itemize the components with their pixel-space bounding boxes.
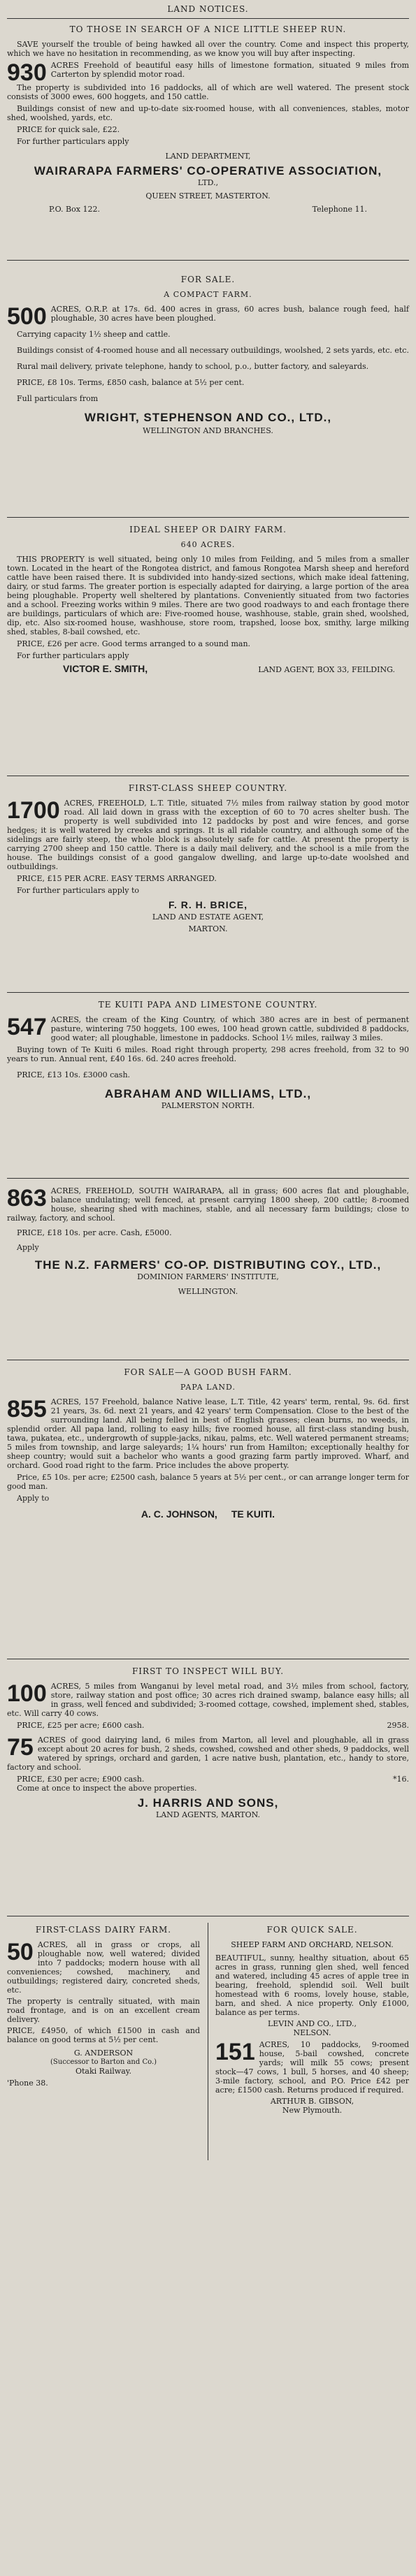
- ad-te-kuiti: [7, 1000, 409, 1168]
- ad-body: THIS PROPERTY is well situated, being only 10 miles from Feilding, and 5 miles from a smaller town. Located in the heart of the Rongotea district, and famous Rongotea Marsh sheep and hereford cattle have been raised there. It is subdivided into handy-sized sections, which make ideal fattening, dairy, or stud farms. The greater portion is especially adapted for dairying, a large portion of the area being ploughable. Property well sheltered by plantations. Conveniently situated from two factories and a school. Freezing works within 9 miles. There are two good roadways to and each frontage there are buildings, particulars of which are: Five-roomed house, washhouse, stable, grain shed, woolshed, dip, etc. Also six-roomed house, washhouse, store room, trapshed, loose box, smithy, large milking shed, stables, 8-bail cowshed, etc.: [7, 555, 409, 636]
- ad-agent: LAND AGENT, BOX 33, FEILDING.: [258, 665, 395, 674]
- ad-phone: Telephone 11.: [312, 205, 367, 214]
- ad-sheep-country: [7, 784, 409, 987]
- ad-firm: ARTHUR B. GIBSON,: [270, 2097, 354, 2106]
- ad-firm: WRIGHT, STEPHENSON AND CO., LTD.,: [84, 411, 332, 424]
- acreage-number: 863: [7, 1185, 47, 1211]
- acreage-number: 500: [7, 303, 47, 330]
- ad-phone: 'Phone 38.: [7, 2079, 48, 2088]
- ad-town: TE KUITI.: [231, 1508, 275, 1520]
- ad-body: 855 ACRES, 157 Freehold, balance Native lease, L.T. Title, 42 years' term, rental, 9s. 6d. first 21 years, 3s. 6d. next 21 years, and 42 years' term Compensation. Close to the best of the surrounding land. All being felled in best of English grasses; clean burns, no weeds, in splendid order. All papa land, rolling to easy hills; five roomed house, all first-class standing bush, tawa, pukatea, etc., undergrowth of supple-jacks, nikau, palms, etc. Well watered permanent streams; 5 miles from township, and large saleyards; 1¼ hours' run from Hamilton; exceptionally healthy for sheep country; would suit a bachelor who wants a good grazing farm partly improved. Wharf, and orchard. Good road right to the farm. Price includes the above property.: [7, 1396, 409, 1470]
- ad-apply: Apply to: [17, 1494, 50, 1503]
- ad-firm: J. HARRIS AND SONS,: [137, 1796, 279, 1810]
- ad-dept: LAND DEPARTMENT,: [165, 152, 251, 161]
- ad-title: FIRST-CLASS SHEEP COUNTRY.: [128, 783, 288, 793]
- ad-bush-farm: [7, 1368, 409, 1654]
- ad-body: 500 ACRES, O.R.P. at 17s. 6d. 400 acres in grass, 60 acres bush, balance rough feed, half ploughable, 30 acres have been ploughed.: [7, 303, 409, 330]
- ad-firm: WAIRARAPA FARMERS' CO-OPERATIVE ASSOCIATION,: [34, 164, 382, 177]
- divider: [7, 517, 409, 518]
- ad-price: PRICE for quick sale, £22.: [17, 125, 120, 134]
- ad-body: 100 ACRES, 5 miles from Wanganui by level metal road, and 3½ miles from school, factory, store, railway station and post office; 30 acres rich drained swamp, balance easy hills; all in grass, well fenced and subdivided; 3-roomed cottage, cowshed, implement shed, stables, etc. Will carry 40 cows.: [7, 1680, 409, 1718]
- ad-body: The property is centrally situated, with main road frontage, and is on an excellent cream delivery.: [7, 1997, 200, 2024]
- ad-town: NELSON.: [293, 2028, 331, 2037]
- ad-subtitle: SHEEP FARM AND ORCHARD, NELSON.: [231, 1940, 394, 1949]
- ad-price: PRICE, £18 10s. per acre. Cash, £5000.: [17, 1228, 172, 1237]
- acreage-number: 75: [7, 1734, 34, 1761]
- divider: [7, 992, 409, 993]
- ad-apply: For further particulars apply: [17, 137, 129, 146]
- ad-subtitle: 640 ACRES.: [180, 540, 236, 549]
- ad-price: PRICE, £30 per acre; £900 cash.: [17, 1775, 145, 1784]
- ad-title: TO THOSE IN SEARCH OF A NICE LITTLE SHEEP RUN.: [69, 24, 347, 34]
- ad-body: 930 ACRES Freehold of beautiful easy hills of limestone formation, situated 9 miles from Carterton by splendid motor road.: [7, 59, 409, 86]
- ad-firm: VICTOR E. SMITH,: [63, 663, 148, 674]
- ad-body: Rural mail delivery, private telephone, handy to school, p.o., butter factory, and saleyards.: [17, 362, 369, 371]
- ad-price: PRICE, £26 per acre. Good terms arranged to a sound man.: [17, 639, 251, 648]
- ad-note: Come at once to inspect the above properties.: [17, 1784, 197, 1793]
- ad-subtitle: PAPA LAND.: [180, 1383, 236, 1392]
- ad-apply: For further particulars apply to: [17, 886, 140, 895]
- ad-firm: ABRAHAM AND WILLIAMS, LTD.,: [104, 1087, 312, 1100]
- ad-title: FIRST TO INSPECT WILL BUY.: [131, 1666, 285, 1676]
- ad-ltd: LTD.,: [197, 178, 219, 187]
- ad-institute: DOMINION FARMERS' INSTITUTE,: [137, 1272, 279, 1281]
- ad-price: PRICE, £4950, of which £1500 in cash and balance on good terms at 5½ per cent.: [7, 2026, 200, 2044]
- ad-title: TE KUITI PAPA AND LIMESTONE COUNTRY.: [98, 1000, 318, 1010]
- ad-body: 1700 ACRES, FREEHOLD, L.T. Title, situated 7½ miles from railway station by good motor road. All laid down in grass with the exception of 60 to 70 acres shelter bush. The property is well subdivided into 12 paddocks by post and wire fences, and gorse hedges; it is well watered by creeks and springs. It is all ridable country, and although some of the sidelings are fairly steep, the whole block is absolutely safe for cattle. At present the property is carrying 2700 sheep and 150 cattle. There is a daily mail delivery, and the school is a mile from the house. The buildings consist of a good gangalow dwelling, and large up-to-date woolshed and outbuildings.: [7, 797, 409, 871]
- ad-town: WELLINGTON.: [178, 1287, 238, 1296]
- ad-successor: (Successor to Barton and Co.): [50, 2058, 157, 2066]
- ad-body: Buying town of Te Kuiti 6 miles. Road right through property, 298 acres freehold, from 32 to 90 years to run. Annual rent, £40 16s. 6d. 240 acres freehold.: [7, 1045, 409, 1063]
- ad-body: 547 ACRES, the cream of the King Country, of which 380 acres are in best of permanent pasture, wintering 750 hoggets, 100 ewes, 100 head grown cattle, subdivided 8 paddocks, good water; all ploughable, limestone in paddocks. School 1½ miles, railway 3 miles.: [7, 1014, 409, 1042]
- ad-south-wairarapa: [7, 1186, 409, 1354]
- ad-dairy-farm: [7, 1926, 200, 2088]
- ad-firm: A. C. JOHNSON,: [141, 1508, 217, 1520]
- acreage-number: 547: [7, 1014, 47, 1040]
- ad-agent: LAND AND ESTATE AGENT,: [152, 912, 264, 922]
- ad-price: PRICE, £25 per acre; £600 cash.: [17, 1721, 145, 1730]
- ad-price-row: [7, 1775, 409, 1784]
- ad-town: New Plymouth.: [282, 2106, 343, 2115]
- divider: [7, 1178, 409, 1179]
- ad-title: FOR SALE—A GOOD BUSH FARM.: [124, 1367, 292, 1377]
- ad-branches: WELLINGTON AND BRANCHES.: [143, 426, 273, 435]
- acreage-number: 151: [215, 2039, 255, 2065]
- ad-body: Buildings consist of 4-roomed house and all necessary outbuildings, woolshed, 2 sets yards, etc. etc.: [17, 346, 409, 355]
- ad-title: FIRST-CLASS DAIRY FARM.: [35, 1925, 172, 1935]
- ad-box: P.O. Box 122.: [49, 205, 100, 214]
- ad-title: FOR SALE.: [180, 275, 236, 284]
- ad-agent: LAND AGENTS, MARTON.: [155, 1810, 261, 1819]
- ad-intro: SAVE yourself the trouble of being hawked all over the country. Come and inspect this property, which we have no hesitation in recommending, as we know you will buy after inspecting.: [7, 40, 409, 58]
- ad-address: QUEEN STREET, MASTERTON.: [145, 191, 271, 201]
- ad-price: PRICE, £15 PER ACRE. EASY TERMS ARRANGED.: [17, 874, 217, 883]
- ad-ideal-farm: [7, 525, 409, 777]
- ad-sheep-run: [7, 25, 409, 249]
- divider: [7, 260, 409, 261]
- divider: [7, 18, 409, 19]
- ad-nelson-orchard: [215, 1926, 409, 2115]
- ad-body: 151 ACRES, 10 paddocks, 9-roomed house, 5-bail cowshed, concrete yards; will milk 55 cows; present stock—47 cows, 1 bull, 5 horses, and 40 sheep; 3-mile factory, school, and P.O. Price £42 per acre; £1500 cash. Returns produced if required.: [215, 2039, 409, 2095]
- ad-firm: THE N.Z. FARMERS' CO-OP. DISTRIBUTING COY., LTD.,: [34, 1258, 382, 1272]
- ad-price: PRICE, £13 10s. £3000 cash.: [17, 1070, 131, 1079]
- ad-compact-farm: [7, 267, 409, 497]
- ad-apply: Full particulars from: [17, 394, 99, 403]
- ad-town: MARTON.: [188, 924, 228, 933]
- ad-body: Carrying capacity 1½ sheep and cattle.: [17, 330, 171, 339]
- ad-body: BEAUTIFUL, sunny, healthy situation, about 65 acres in grass, running glen shed, well fenced and watered, including 45 acres of apple tree in bearing, freehold, splendid soil. Well built homestead with 6 rooms, lovely house, stable, barn, and shed. A nice property. Only £1000, balance as per terms.: [215, 1953, 409, 2017]
- newspaper-column: [7, 0, 409, 2576]
- acreage-number: 100: [7, 1680, 47, 1707]
- page-header: LAND NOTICES.: [167, 4, 249, 14]
- ad-body: Buildings consist of new and up-to-date six-roomed house, with all conveniences, stables, motor shed, woolshed, yards, etc.: [7, 104, 409, 122]
- acreage-number: 855: [7, 1396, 47, 1422]
- ad-firm: F. R. H. BRICE,: [168, 899, 248, 910]
- ad-town: PALMERSTON NORTH.: [161, 1101, 255, 1110]
- ad-title: IDEAL SHEEP OR DAIRY FARM.: [129, 525, 287, 534]
- ad-price-row: [7, 1721, 409, 1730]
- ad-body: 863 ACRES, FREEHOLD, SOUTH WAIRARAPA, all in grass; 600 acres flat and ploughable, balance undulating; well fenced, at present carrying 1800 sheep, 200 cattle; 8-roomed house, shearing shed with machines, stable, and all necessary farm buildings; close to railway, factory, and school.: [7, 1185, 409, 1223]
- ad-price: Price, £5 10s. per acre; £2500 cash, balance 5 years at 5½ per cent., or can arrange longer term for good man.: [7, 1473, 409, 1491]
- acreage-number: 50: [7, 1939, 34, 1965]
- ad-firm: G. ANDERSON: [73, 2049, 134, 2058]
- ad-ref: *16.: [393, 1775, 409, 1784]
- ad-signature: [7, 1510, 409, 1519]
- ad-price: PRICE, £8 10s. Terms, £850 cash, balance at 5½ per cent.: [17, 378, 245, 387]
- ad-title: FOR QUICK SALE.: [266, 1925, 358, 1935]
- acreage-number: 1700: [7, 797, 60, 824]
- acreage-number: 930: [7, 59, 47, 86]
- ad-agent: LEVIN AND CO., LTD.,: [267, 2019, 357, 2028]
- ad-body: 75 ACRES of good dairying land, 6 miles from Marton, all level and ploughable, all in grass except about 20 acres for bush, 2 sheds, cowshed, cowshed and other sheds, 9 paddocks, well watered by springs, orchard and garden, 1 acre native bush, plantation, etc., handy to store, factory and school.: [7, 1734, 409, 1772]
- ad-signature: [7, 664, 409, 674]
- ad-body: 50 ACRES, all in grass or crops, all ploughable now, well watered; divided into 7 paddocks; modern house with all conveniences; cowshed, machinery, and outbuildings; registered dairy, concreted sheds, etc.: [7, 1939, 200, 1995]
- ad-town: Otaki Railway.: [75, 2067, 132, 2076]
- ad-first-to-inspect: [7, 1667, 409, 1912]
- ad-body: The property is subdivided into 16 paddocks, all of which are well watered. The present stock consists of 3000 ewes, 600 hoggets, and 150 cattle.: [7, 83, 409, 101]
- ad-subtitle: A COMPACT FARM.: [164, 290, 252, 299]
- ad-contact: [7, 205, 409, 214]
- ad-apply: For further particulars apply: [17, 651, 129, 660]
- ad-apply: Apply: [17, 1243, 39, 1252]
- ad-ref: 2958.: [387, 1721, 409, 1730]
